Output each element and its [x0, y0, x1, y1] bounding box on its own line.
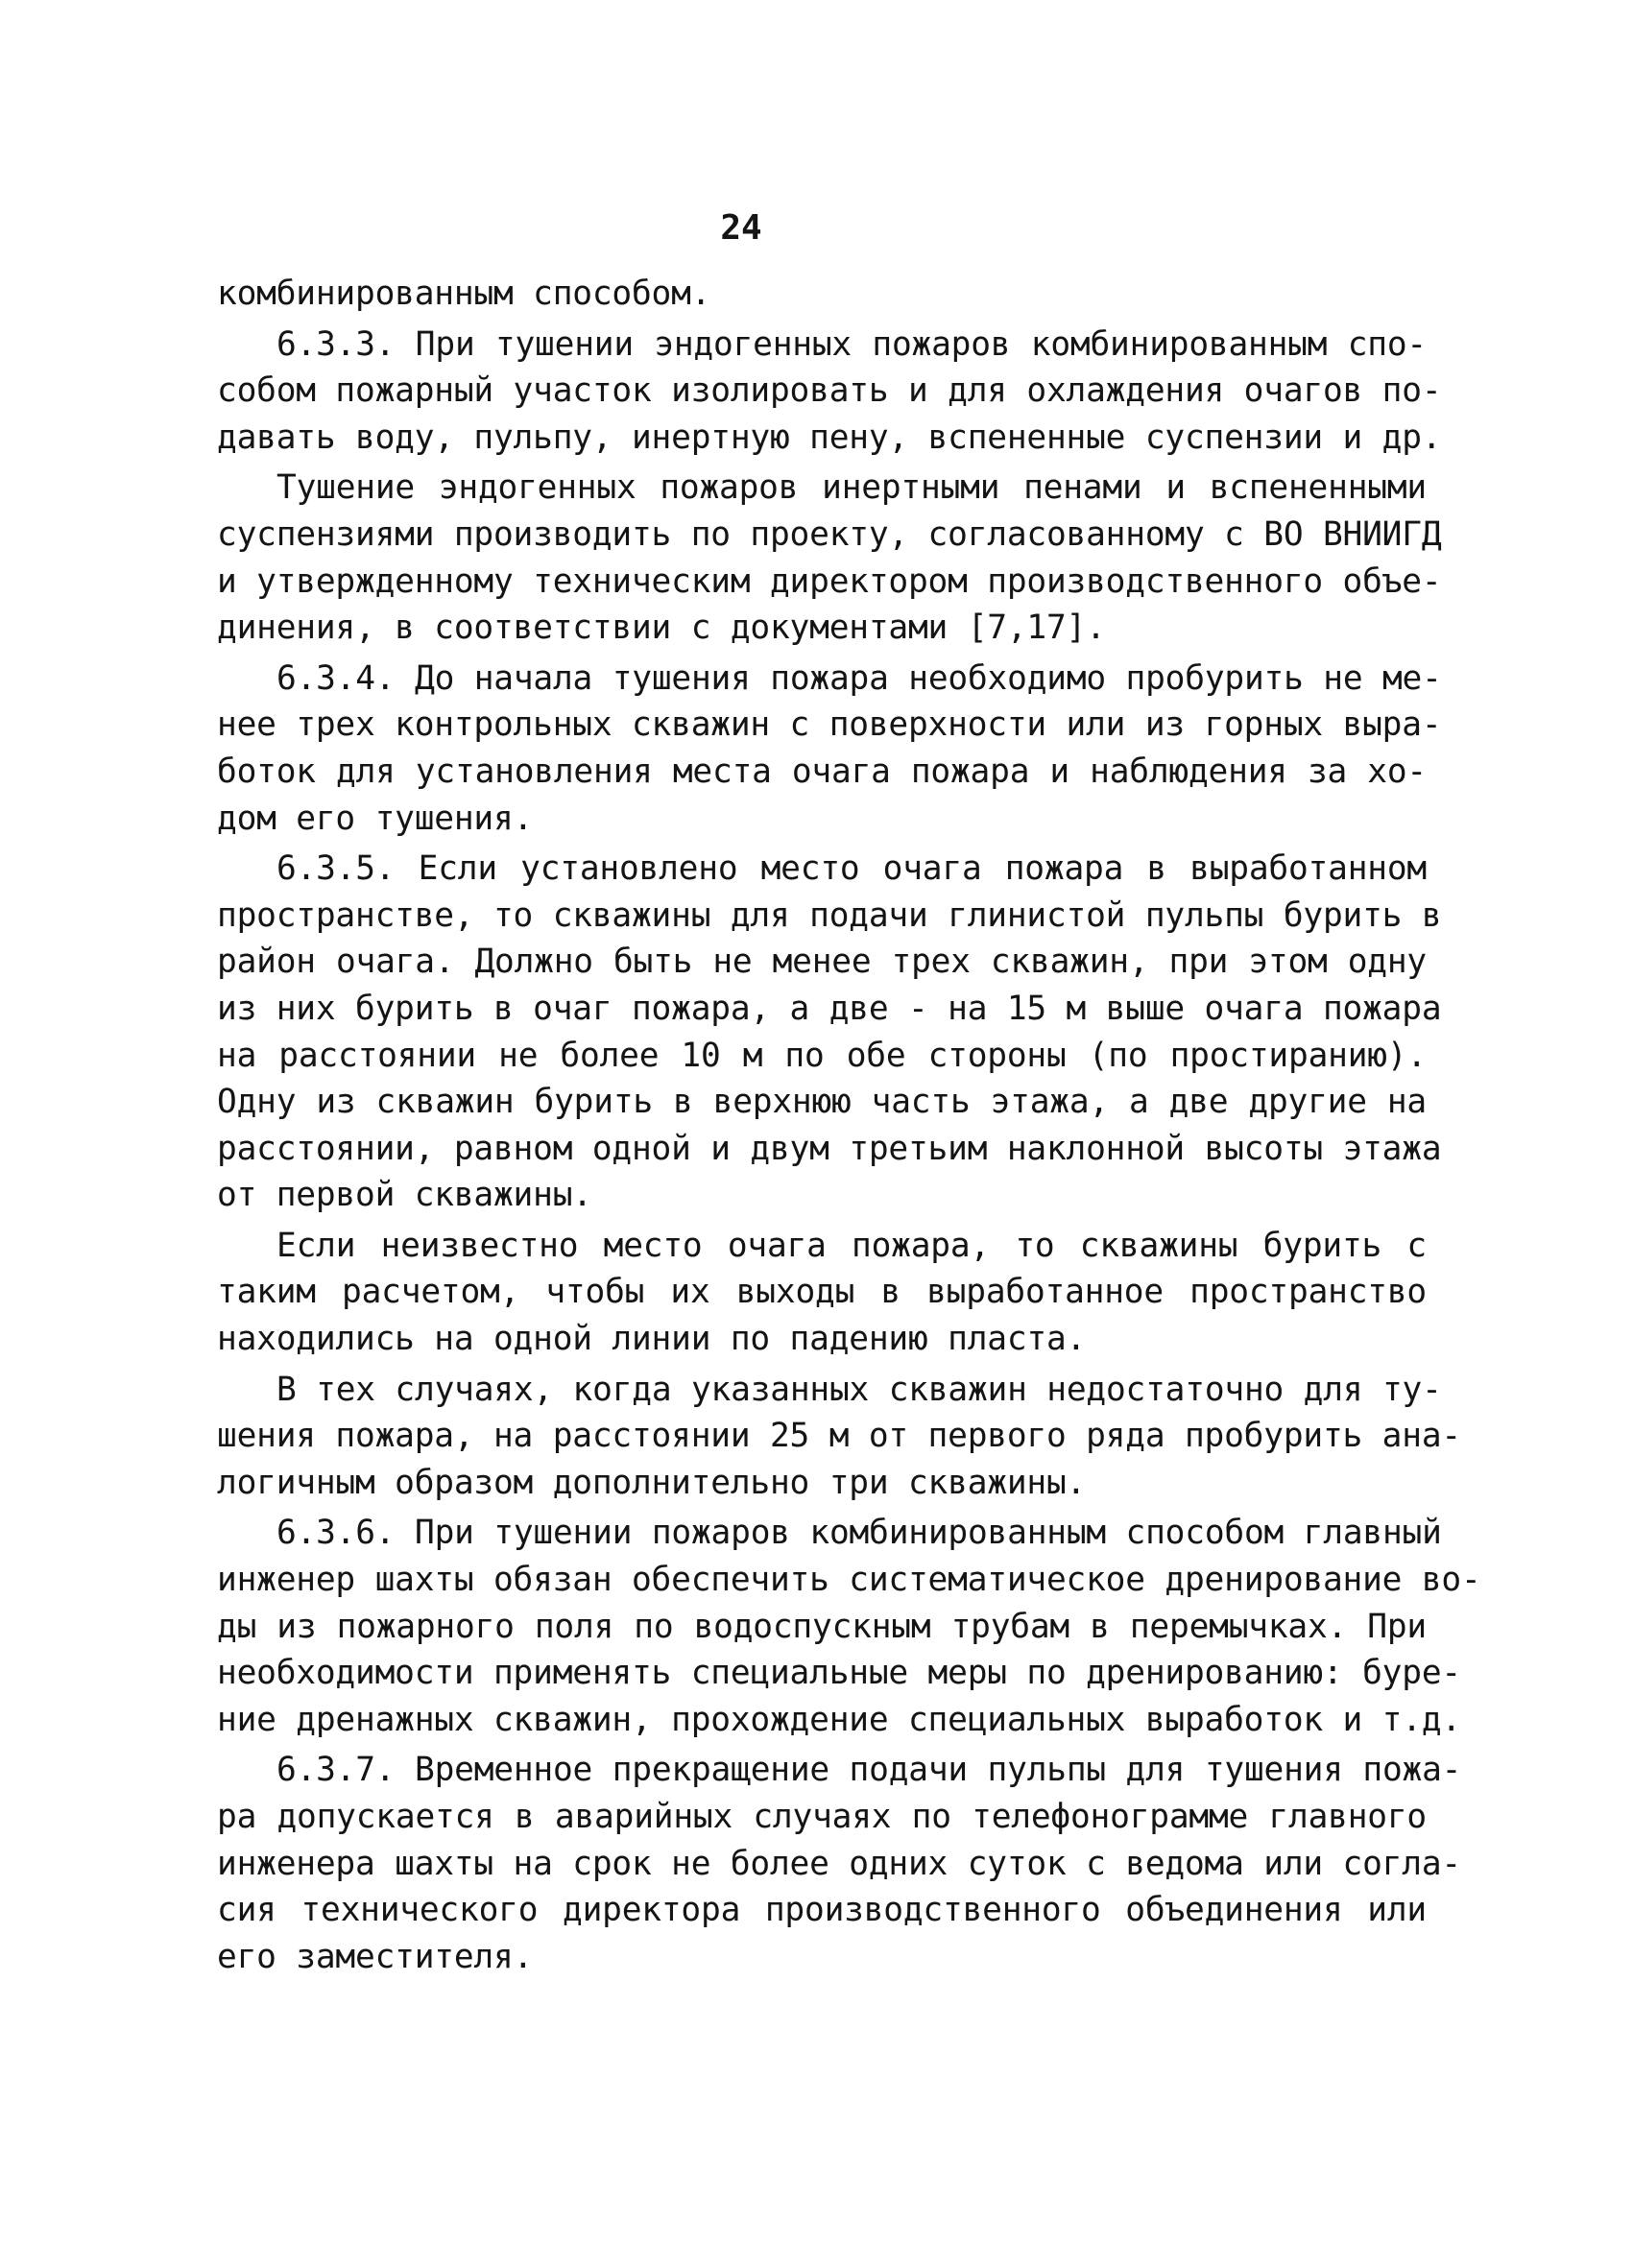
text-line: комбинированным способом.	[217, 275, 711, 313]
text-line: шения пожара, на расстоянии 25 м от первого ряда пробурить ана-	[217, 1417, 1461, 1456]
text-line: необходимости применять специальные меры по дренированию: буре-	[217, 1654, 1461, 1693]
text-line: и утвержденному техническим директором производственного объе-	[217, 561, 1442, 601]
text-line: расстоянии, равном одной и двум третьим наклонной высоты этажа	[217, 1129, 1442, 1168]
text-line: логичным образом дополнительно три скважины.	[217, 1463, 1087, 1502]
text-line: таким расчетом, чтобы их выходы в выработанное пространство	[217, 1273, 1427, 1312]
paragraph-first-line: 6.3.6. При тушении пожаров комбинированным способом главный	[276, 1514, 1442, 1553]
paragraph-first-line: 6.3.4. До начала тушения пожара необходимо пробурить не ме-	[276, 658, 1442, 698]
text-line: собом пожарный участок изолировать и для охлаждения очагов по-	[217, 371, 1442, 411]
text-line: ра допускается в аварийных случаях по телефонограмме главного	[217, 1798, 1427, 1836]
text-line: сия технического директора производственного объединения или	[217, 1891, 1427, 1930]
text-line: на расстоянии не более 10 м по обе стороны (по простиранию).	[217, 1036, 1427, 1075]
text-line: нее трех контрольных скважин с поверхности или из горных выра-	[217, 705, 1442, 745]
text-line: инженер шахты обязан обеспечить систематическое дренирование во-	[217, 1561, 1481, 1600]
page-number: 24	[720, 208, 762, 248]
text-line: инженера шахты на срок не более одних суток с ведома или согла-	[217, 1844, 1461, 1883]
text-line: ды из пожарного поля по водоспускным трубам в перемычках. При	[217, 1607, 1427, 1646]
text-line: давать воду, пульпу, инертную пену, вспененные суспензии и др.	[217, 418, 1442, 457]
text-line: суспензиями производить по проекту, согласованному с ВО ВНИИГД	[217, 514, 1442, 554]
paragraph-first-line: 6.3.5. Если установлено место очага пожара в выработанном	[276, 849, 1427, 889]
text-line: из них бурить в очаг пожара, а две - на 15 м выше очага пожара	[217, 989, 1442, 1028]
paragraph-first-line: Тушение эндогенных пожаров инертными пенами и вспененными	[276, 468, 1427, 508]
text-line: дом его тушения.	[217, 799, 534, 838]
text-line: динения, в соответствии с документами [7,17].	[217, 609, 1106, 648]
paragraph-first-line: В тех случаях, когда указанных скважин недостаточно для ту-	[276, 1370, 1442, 1409]
paragraph-first-line: 6.3.3. При тушении эндогенных пожаров комбинированным спо-	[276, 324, 1427, 364]
text-line: его заместителя.	[217, 1937, 534, 1976]
body-text	[217, 271, 1481, 1980]
text-line: пространстве, то скважины для подачи глинистой пульпы бурить в	[217, 895, 1442, 935]
text-line: Одну из скважин бурить в верхнюю часть этажа, а две другие на	[217, 1083, 1427, 1122]
text-line: район очага. Должно быть не менее трех скважин, при этом одну	[217, 943, 1427, 982]
text-line: находились на одной линии по падению пласта.	[217, 1320, 1087, 1359]
text-line: от первой скважины.	[217, 1176, 592, 1215]
paragraph-first-line: 6.3.7. Временное прекращение подачи пульпы для тушения пожа-	[276, 1751, 1462, 1790]
paragraph-first-line: Если неизвестно место очага пожара, то скважины бурить с	[276, 1226, 1427, 1265]
text-line: боток для установления места очага пожара и наблюдения за хо-	[217, 752, 1427, 791]
text-line: ние дренажных скважин, прохождение специальных выработок и т.д.	[217, 1700, 1461, 1739]
